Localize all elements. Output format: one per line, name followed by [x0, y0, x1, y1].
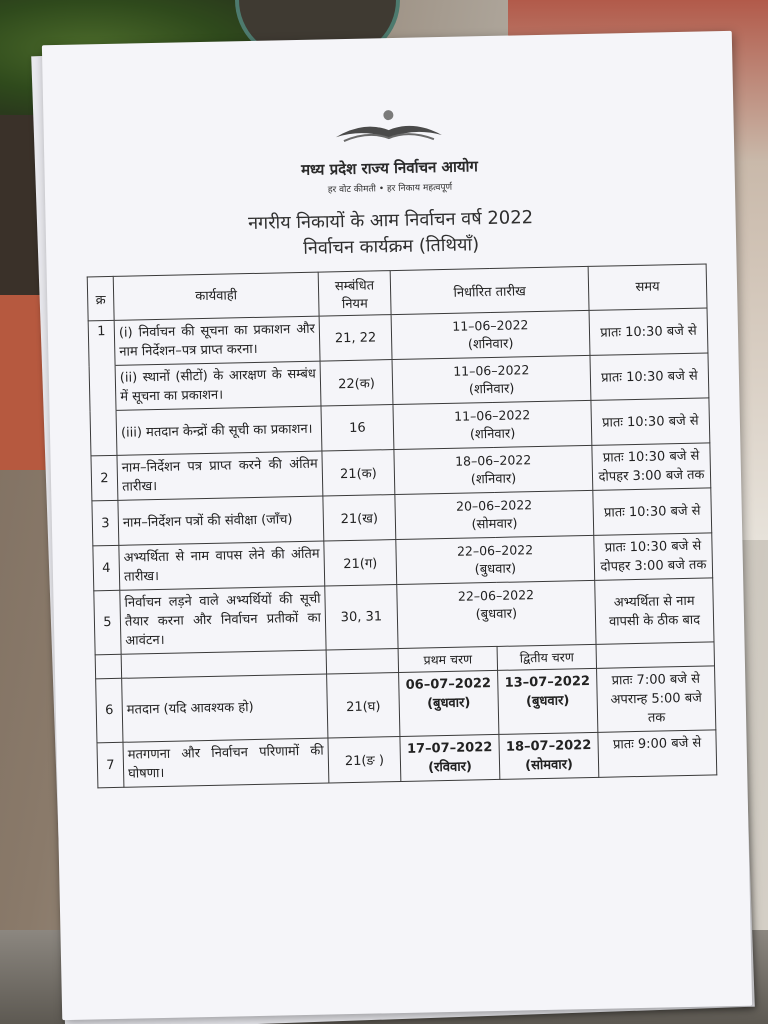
- row-sno: [90, 410, 117, 456]
- row-action: (iii) मतदान केन्द्रों की सूची का प्रकाशन।: [116, 406, 322, 455]
- date-value: 20–06–2022: [455, 497, 533, 514]
- row-date: [391, 310, 590, 359]
- date-value: 11–06–2022: [452, 317, 529, 334]
- org-tagline: हर वोट कीमती • हर निकाय महत्वपूर्ण: [327, 182, 453, 196]
- row-sno: [89, 365, 116, 411]
- row-sno: 6: [96, 678, 123, 743]
- date-value: 22–06–2022: [457, 587, 535, 604]
- schedule-table: [87, 263, 718, 788]
- row-date: [396, 535, 595, 584]
- row-time: प्रातः 7:00 बजे से अपरान्ह 5:00 बजे तक: [597, 666, 716, 732]
- row-time: प्रातः 10:30 बजे से: [590, 353, 709, 400]
- day-value: (शनिवार): [468, 381, 515, 398]
- day-value: (शनिवार): [469, 426, 516, 443]
- row-rule: 16: [321, 405, 394, 451]
- row-time: अभ्यर्थिता से नाम वापसी के ठीक बाद: [595, 578, 714, 644]
- row-date: [397, 580, 596, 648]
- document-header: [43, 101, 735, 201]
- row-action: नाम–निर्देशन पत्र प्राप्त करने की अंतिम तारीख।: [117, 451, 323, 500]
- day-value: (बुधवार): [525, 693, 570, 710]
- phase-empty-time: [596, 642, 714, 668]
- row-rule: 21(ङ ): [328, 736, 401, 782]
- day-value: (बुधवार): [426, 695, 471, 712]
- day-value: (सोमवार): [471, 516, 518, 533]
- row-rule: 21(घ): [327, 672, 400, 737]
- row-action: अभ्यर्थिता से नाम वापस लेने की अंतिम तारीख।: [119, 541, 325, 590]
- phase-first-header: प्रथम चरण: [398, 646, 497, 672]
- document-title: [45, 201, 736, 267]
- header-sno: क्र: [87, 276, 114, 321]
- row-time: प्रातः 10:30 बजे से: [593, 488, 712, 535]
- day-value: (बुधवार): [475, 606, 518, 623]
- day-value: (बुधवार): [474, 561, 517, 578]
- date-value: 06–07–2022: [405, 676, 492, 693]
- date-value: 11–06–2022: [454, 407, 531, 424]
- row-sno: 5: [94, 590, 121, 655]
- row-rule: 21(ख): [323, 495, 396, 541]
- row-time: प्रातः 10:30 बजे से: [589, 308, 708, 355]
- phase-second-header: द्वितीय चरण: [497, 644, 596, 670]
- row-rule: 21, 22: [319, 315, 392, 361]
- row-date: [394, 445, 593, 494]
- row-time: प्रातः 10:30 बजे से दोपहर 3:00 बजे तक: [594, 533, 713, 580]
- title-line-2: निर्वाचन कार्यक्रम (तिथियॉं): [302, 234, 480, 259]
- row-action: मतगणना और निर्वाचन परिणामों की घोषणा।: [123, 738, 329, 787]
- date-value: 17–07–2022: [406, 740, 493, 757]
- header-time: समय: [588, 264, 707, 310]
- row-time: प्रातः 10:30 बजे से दोपहर 3:00 बजे तक: [592, 443, 711, 490]
- phase-empty-sno: [95, 654, 121, 679]
- header-action: कार्यवाही: [113, 272, 319, 320]
- row-action: नाम–निर्देशन पत्रों की संवीक्षा (जॉंच): [118, 496, 324, 545]
- row-date: [392, 355, 591, 404]
- commission-logo-icon: [323, 107, 454, 150]
- title-line-1: नगरीय निकायों के आम निर्वाचन वर्ष 2022: [247, 207, 534, 235]
- row-rule: 30, 31: [325, 585, 398, 650]
- row-rule: 22(क): [320, 360, 393, 406]
- day-value: (रविवार): [428, 759, 473, 776]
- row-sno: 3: [92, 500, 119, 546]
- date-value: 18–07–2022: [505, 737, 592, 755]
- row-sno: 4: [93, 545, 120, 591]
- row-action: (i) निर्वाचन की सूचना का प्रकाशन और नाम निर्देशन–पत्र प्राप्त करना।: [114, 316, 320, 365]
- row-action: निर्वाचन लड़ने वाले अभ्यर्थियों की सूची तैयार करना और निर्वाचन प्रतीकों का आवंटन।: [120, 586, 326, 654]
- row-sno: 1: [88, 320, 115, 366]
- row-date-phase2: [498, 668, 598, 734]
- row-action: मतदान (यदि आवश्यक हो): [122, 674, 328, 742]
- row-date-phase1: [400, 734, 500, 781]
- date-value: 11–06–2022: [453, 362, 530, 379]
- date-value: 22–06–2022: [456, 542, 534, 559]
- row-date: [395, 490, 594, 539]
- row-date-phase1: [399, 670, 499, 736]
- row-rule: 21(ग): [324, 540, 397, 586]
- row-date: [393, 400, 592, 449]
- day-value: (शनिवार): [467, 336, 514, 353]
- date-value: 13–07–2022: [504, 673, 591, 691]
- phase-empty-rule: [326, 649, 398, 675]
- election-schedule-document: [42, 31, 752, 1020]
- row-time: प्रातः 9:00 बजे से: [598, 730, 717, 777]
- day-value: (सोमवार): [525, 757, 574, 774]
- row-date-phase2: [499, 732, 599, 779]
- day-value: (शनिवार): [470, 471, 517, 488]
- row-time: प्रातः 10:30 बजे से: [591, 398, 710, 445]
- row-rule: 21(क): [322, 450, 395, 496]
- row-sno: 7: [97, 742, 124, 788]
- row-sno: 2: [91, 455, 118, 501]
- header-rule: सम्बंधित नियम: [318, 271, 391, 316]
- header-date: निर्धारित तारीख: [390, 266, 589, 314]
- org-name: मध्य प्रदेश राज्य निर्वाचन आयोग: [300, 157, 479, 179]
- date-value: 18–06–2022: [454, 452, 532, 469]
- row-action: (ii) स्थानों (सीटों) के आरक्षण के सम्बंध में सूचना का प्रकाशन।: [115, 361, 321, 410]
